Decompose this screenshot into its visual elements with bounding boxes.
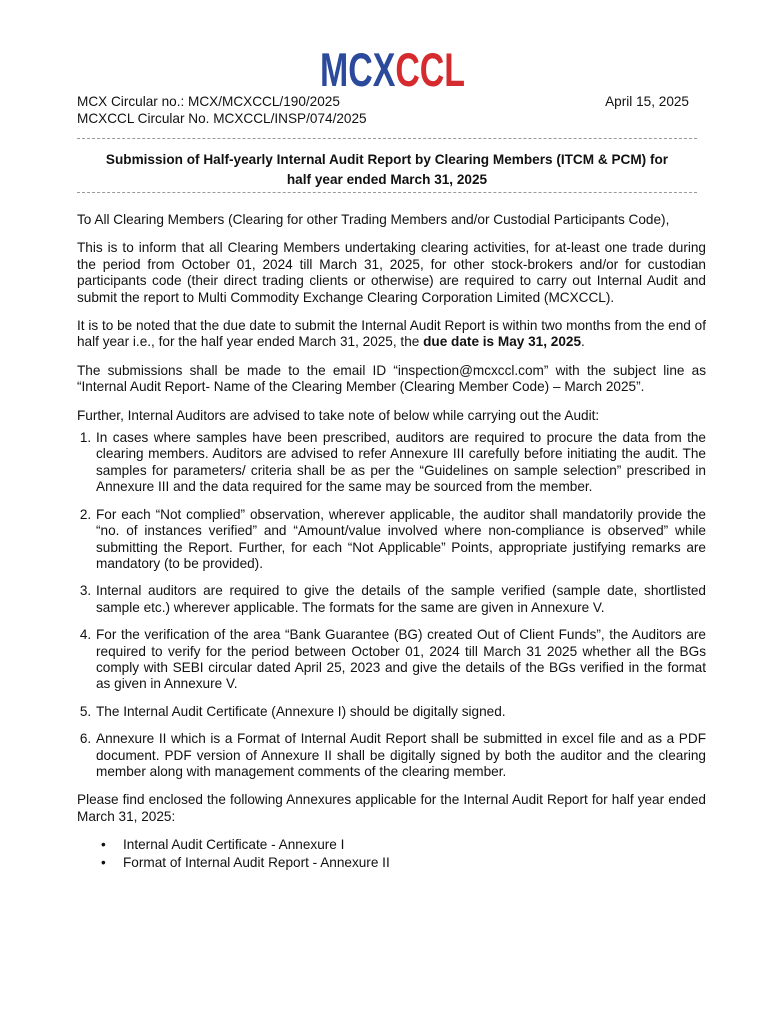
annexure-item: • Internal Audit Certificate - Annexure I <box>101 837 345 853</box>
logo-text: MCXCC <box>320 44 464 90</box>
paragraph-submission: The submissions shall be made to the email ID “inspection@mcxccl.com” with the subject line as “Internal Audit Report- Name of the Clearing Member (Clearing Member Code) – March 2025”. <box>77 362 706 395</box>
list-item: 2. For each “Not complied” observation, wherever applicable, the auditor shall mandatorily provide the “no. of instances verified” and “Amount/value involved where non-compliance is observed” while submitting the Report. Further, for each “Not Applicable” Points, appropriate justifying remarks are mandatory (to be provided). <box>95 507 706 573</box>
subject-heading <box>77 150 697 190</box>
paragraph-auditor-note: Further, Internal Auditors are advised to take note of below while carrying out the Audit: <box>77 407 600 423</box>
paragraph-annexures: Please find enclosed the following Annexures applicable for the Internal Audit Report for half year ended March 31, 2025: <box>77 792 706 824</box>
mcxccl-logo <box>320 44 465 90</box>
annexure-list <box>77 837 706 871</box>
list-item: 6. Annexure II which is a Format of Internal Audit Report shall be submitted in excel file and as a PDF document. PDF version of Annexure II shall be digitally signed by both the auditor and the clearing member along with management comments of the clearing member. <box>95 731 706 780</box>
addressee: To All Clearing Members (Clearing for other Trading Members and/or Custodial Participants Code), <box>77 212 670 227</box>
annexure-item: • Format of Internal Audit Report - Annexure II <box>101 854 390 870</box>
subject-line-2: half year ended March 31, 2025 <box>286 172 488 187</box>
mcxccl-circular-number: MCXCCL Circular No. MCXCCL/INSP/074/2025 <box>77 111 367 126</box>
bullet-icon: • <box>101 854 106 870</box>
paragraph-intro: This is to inform that all Clearing Members undertaking clearing activities, for at-least one trade during the period from October 01, 2024 till March 31, 2025, for other stock-brokers and/or for custodian participants code (their direct trading clients or otherwise) are required to carry out Internal Audit and submit the report to Multi Commodity Exchange Clearing Corporation Limited (MCXCCL). <box>77 240 706 305</box>
subject-line-1: Submission of Half-yearly Internal Audit Report by Clearing Members (ITCM & PCM) for <box>105 152 669 167</box>
due-date-highlight: due date is May 31, 2025 <box>423 334 582 350</box>
list-item: 3. Internal auditors are required to give the details of the sample verified (sample date, shortlisted sample etc.) wherever applicable. The formats for the same are given in Annexure V. <box>95 583 706 616</box>
top-divider <box>77 138 697 139</box>
list-item: 4. For the verification of the area “Bank Guarantee (BG) created Out of Client Funds”, the Auditors are required to verify for the period between October 01, 2024 till March 31 2025 whether all the BGs comply with SEBI circular dated April 25, 2023 and give the details of the BGs verified in the format as given in Annexure V. <box>95 627 706 693</box>
bottom-divider <box>77 192 697 193</box>
circular-date: April 15, 2025 <box>605 94 689 109</box>
circular-body <box>77 212 706 872</box>
mcx-circular-number: MCX Circular no.: MCX/MCXCCL/190/2025 <box>77 94 340 109</box>
circular-header <box>77 94 689 128</box>
list-item: 1. In cases where samples have been prescribed, auditors are required to procure the data from the clearing members. Auditors are advised to refer Annexure III carefully before initiating the audit. The samples for parameters/ criteria shall be as per the “Guidelines on sample selection” prescribed in Annexure III and the data required for the same may be sourced from the member. <box>95 430 706 496</box>
bullet-icon: • <box>101 837 106 853</box>
list-item: 5. The Internal Audit Certificate (Annexure I) should be digitally signed. <box>95 704 706 720</box>
audit-instructions-list <box>77 430 706 780</box>
paragraph-due-date: It is to be noted that the due date to submit the Internal Audit Report is within two months from the end of half year i.e., for the half year ended March 31, 2025, the due date is May 31, 2025. <box>77 318 706 350</box>
